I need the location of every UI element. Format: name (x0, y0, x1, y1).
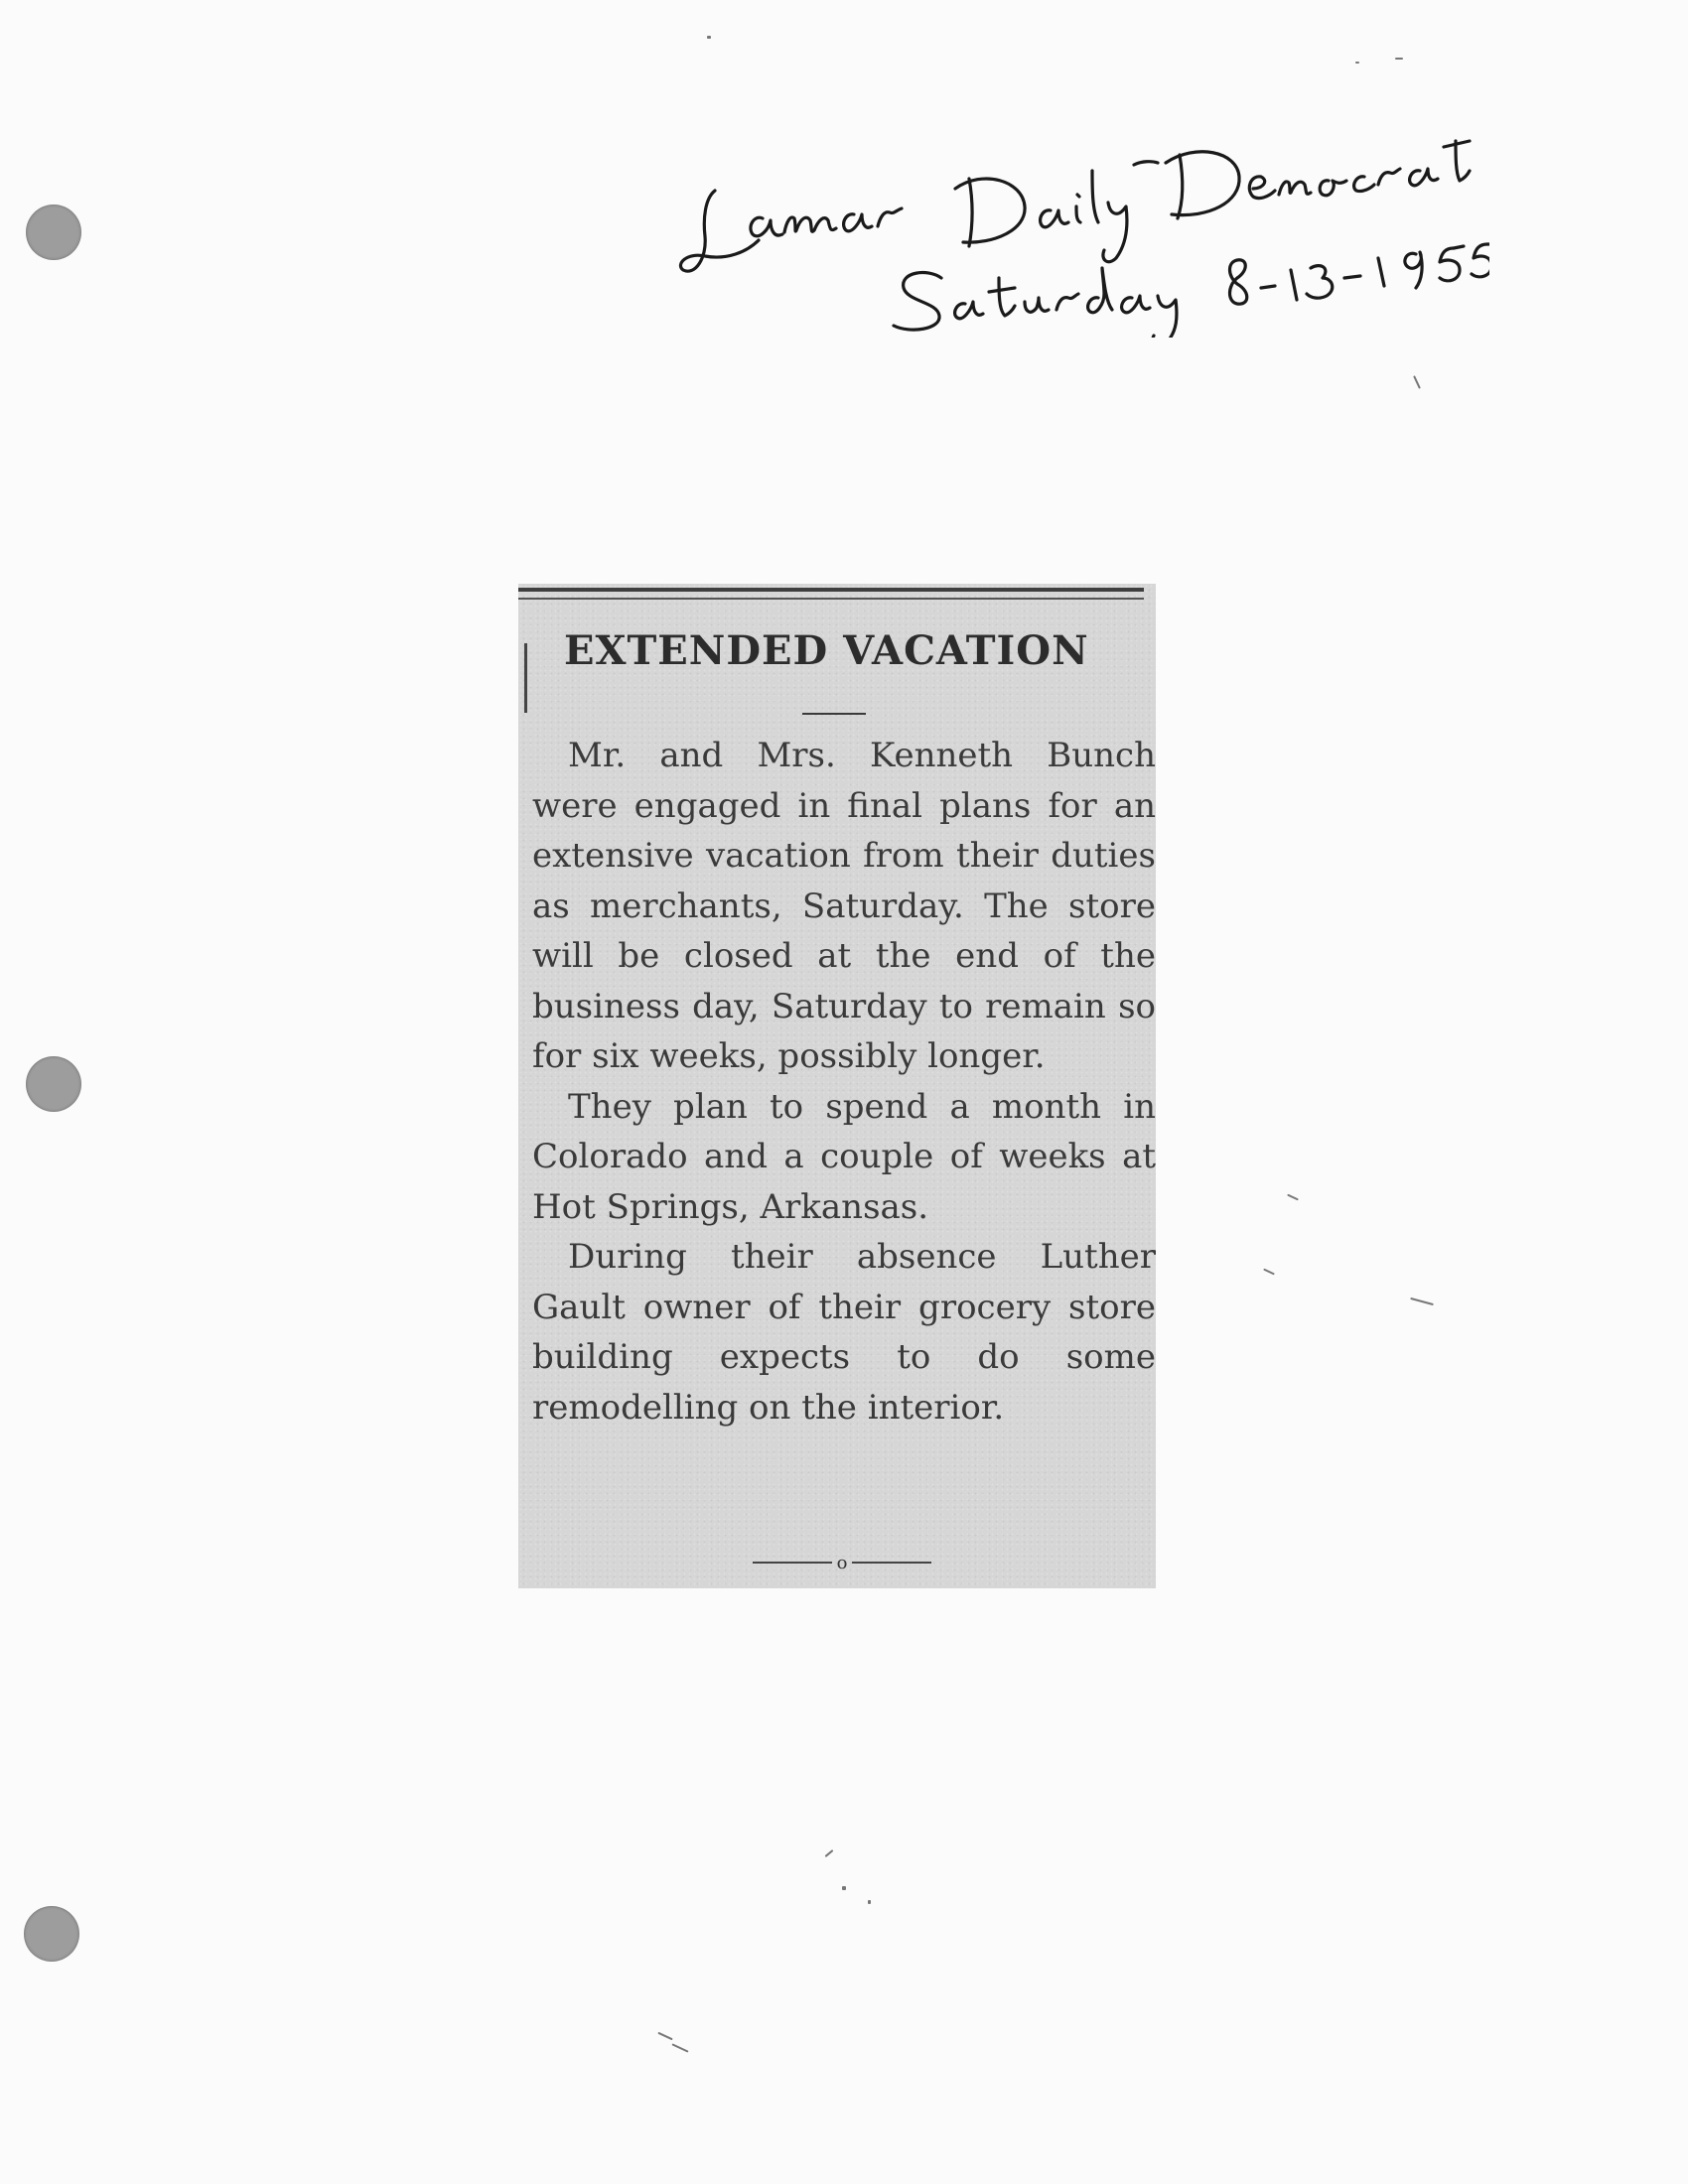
scan-speck (1395, 58, 1403, 60)
scan-speck (707, 36, 711, 39)
scan-speck (1413, 375, 1421, 389)
clipping-body (532, 731, 1156, 1433)
punch-hole-top (26, 205, 81, 260)
scan-speck (842, 1886, 846, 1890)
handwriting-drawing (675, 119, 1489, 338)
clipping-paragraph-1: Mr. and Mrs. Kenneth Bunch were engaged in final plans for an extensive vacation from their duties as merchants, Saturday. The store will be closed at the end of the business day, Saturday to remain so for six weeks, possibly longer. (532, 736, 1156, 1076)
clipping-left-rule (524, 643, 527, 713)
punch-hole-bottom (24, 1906, 79, 1962)
punch-hole-middle (26, 1056, 81, 1112)
clipping-top-rule-thin (518, 598, 1144, 600)
scan-speck (825, 1849, 834, 1857)
headline-divider (802, 713, 866, 715)
scan-speck (1410, 1297, 1434, 1305)
scan-speck (1263, 1269, 1275, 1276)
clipping-headline: EXTENDED VACATION (564, 627, 1089, 674)
end-mark-drawing (753, 1553, 931, 1572)
newspaper-clipping (518, 584, 1156, 1588)
scan-speck (657, 2032, 672, 2041)
scan-speck (868, 1900, 871, 1904)
handwritten-annotation (675, 119, 1489, 338)
clipping-end-mark (753, 1553, 931, 1572)
clipping-paragraph-2: They plan to spend a month in Colorado and a couple of weeks at Hot Springs, Arkansas. (532, 1086, 1156, 1227)
scan-speck (671, 2043, 688, 2052)
clipping-paragraph-3: During their absence Luther Gault owner of their grocery store building expects to do some remodelling on the interior. (532, 1237, 1156, 1428)
scan-speck (1355, 62, 1359, 64)
scan-speck (1287, 1194, 1299, 1201)
clipping-top-rule (518, 588, 1144, 592)
end-mark-glyph: o (836, 1553, 848, 1572)
